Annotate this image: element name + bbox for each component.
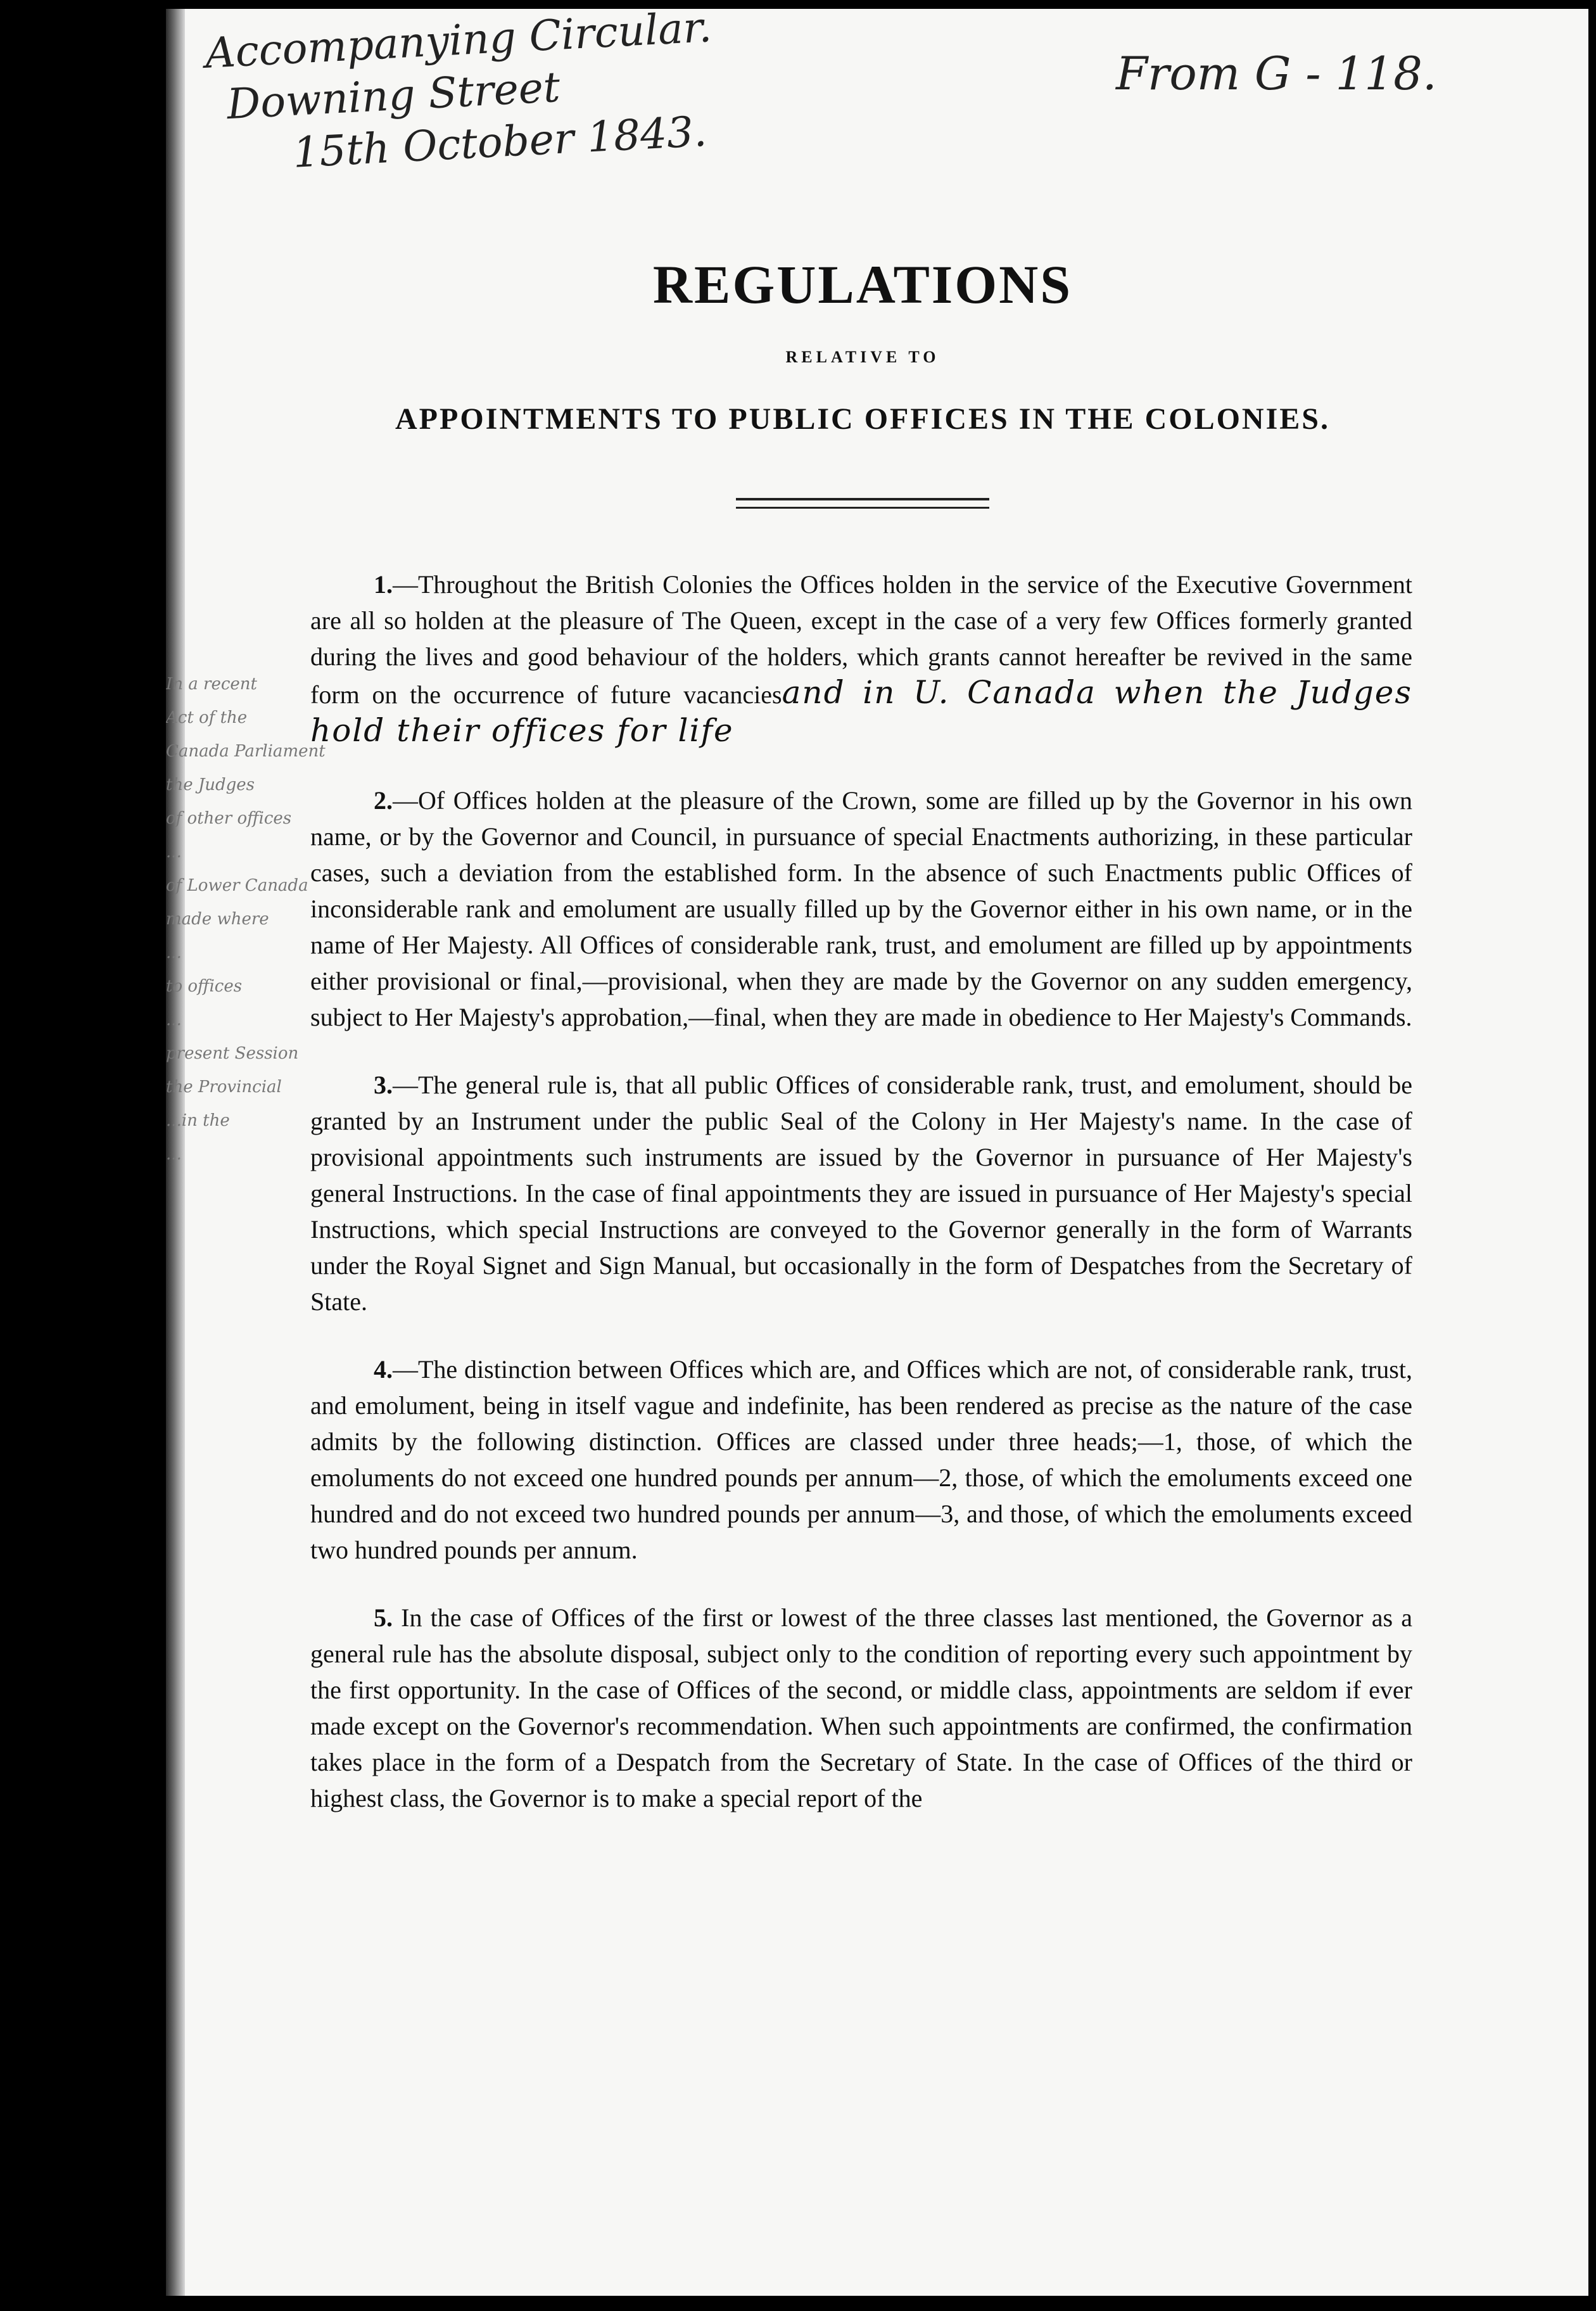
paragraph-number: 3. xyxy=(374,1071,393,1099)
document-body xyxy=(310,566,1412,1848)
margin-note-line: the Judges xyxy=(166,775,255,794)
margin-note-line: ... xyxy=(166,843,182,862)
paragraph-5 xyxy=(310,1600,1412,1816)
paragraph-text: In the case of Offices of the first or lowest of the three classes last mentioned, the Governor as a general rule has the absolute disposal, subject only to the condition of reporting every such appointment by the first opportunity. In the case of Offices of the second, or middle class, appointments are seldom if ever made except on the Governor's recommendation. When such appointments are confirmed, the confirmation takes place in the form of a Despatch from the Secretary of State. In the case of Offices of the third or highest class, the Governor is to make a special report of the xyxy=(310,1603,1412,1812)
margin-note-line: of other offices xyxy=(166,809,292,828)
handwritten-line: 15th October 1843. xyxy=(291,106,708,177)
paragraph-text: —Throughout the British Colonies the Offices holden in the service of the Executive Government are all so holden at the pleasure of The Queen, except in the case of a very few Offices formerly granted during the lives and good behaviour of the holders, which grants cannot hereafter be revived in the same form on the occurrence of future vacancies xyxy=(310,570,1412,709)
paragraph-number: 1. xyxy=(374,570,393,599)
paragraph-2 xyxy=(310,782,1412,1035)
margin-note-line: In a recent xyxy=(166,675,258,694)
paragraph-3 xyxy=(310,1067,1412,1320)
margin-note-line: the Provincial xyxy=(166,1078,282,1097)
margin-note-line: ... xyxy=(166,943,182,962)
handwritten-reference: From G - 118. xyxy=(1116,47,1437,100)
relative-to-line: RELATIVE TO xyxy=(785,348,940,366)
title-divider xyxy=(736,498,989,509)
document-subtitle: APPOINTMENTS TO PUBLIC OFFICES IN THE COLONIES. xyxy=(395,402,1330,436)
margin-note-line: Act of the xyxy=(166,708,248,727)
margin-note-line: Canada Parliament xyxy=(166,742,326,761)
paragraph-number: 5. xyxy=(374,1603,393,1632)
paragraph-1 xyxy=(310,566,1412,751)
paragraph-text: —The distinction between Offices which are, and Offices which are not, of considerable rank, trust, and emolument, being in itself vague and indefinite, has been rendered as precise as the nature of the case admits by the following distinction. Offices are classed under three heads;—1, those, of which the emoluments do not exceed one hundred pounds per annum—2, those, of which the emoluments exceed one hundred and do not exceed two hundred pounds per annum—3, and those, of which the emoluments exceed two hundred pounds per annum. xyxy=(310,1355,1412,1564)
paragraph-4 xyxy=(310,1351,1412,1568)
margin-note-line: ... xyxy=(166,1145,182,1164)
handwritten-insertion: and in U. Canada when the Judges hold their offices for life xyxy=(310,674,1412,749)
paragraph-number: 2. xyxy=(374,786,393,815)
margin-note-line: to offices xyxy=(166,977,243,996)
paragraph-text: —The general rule is, that all public Offices of considerable rank, trust, and emolument, should be granted by an Instrument under the public Seal of the Colony in Her Majesty's name. In the case of provisional appointments such instruments are issued by the Governor in pursuance of Her Majesty's general Instructions. In the case of final appointments they are issued in pursuance of Her Majesty's special Instructions, which special Instructions are conveyed to the Governor generally in the form of Warrants under the Royal Signet and Sign Manual, but occasionally in the form of Despatches from the Secretary of State. xyxy=(310,1071,1412,1316)
handwritten-annotation-top-left xyxy=(204,1,718,184)
document-title: REGULATIONS xyxy=(652,254,1073,315)
handwritten-line: Downing Street xyxy=(225,62,562,129)
paragraph-text: —Of Offices holden at the pleasure of the Crown, some are filled up by the Governor in his own name, or by the Governor and Council, in pursuance of special Enactments authorizing, in these particular cases, such a deviation from the established form. In the absence of such Enactments public Offices of inconsiderable rank and emolument are usually filled up by the Governor either in his own name, or in the name of Her Majesty. All Offices of considerable rank, trust, and emolument are filled up by appointments either provisional or final,—provisional, when they are made by the Governor on any sudden emergency, subject to Her Majesty's approbation,—final, when they are made in obedience to Her Majesty's Commands. xyxy=(310,786,1412,1031)
margin-note-line: made where xyxy=(166,910,269,929)
margin-note-line: ... xyxy=(166,1010,182,1029)
paragraph-number: 4. xyxy=(374,1355,393,1384)
document-page xyxy=(166,3,1588,2296)
margin-note-line: present Session xyxy=(166,1044,299,1063)
margin-note-line: of Lower Canada xyxy=(166,876,308,895)
handwritten-line: Accompanying Circular. xyxy=(204,3,713,78)
margin-note-line: ...in the xyxy=(166,1111,230,1130)
